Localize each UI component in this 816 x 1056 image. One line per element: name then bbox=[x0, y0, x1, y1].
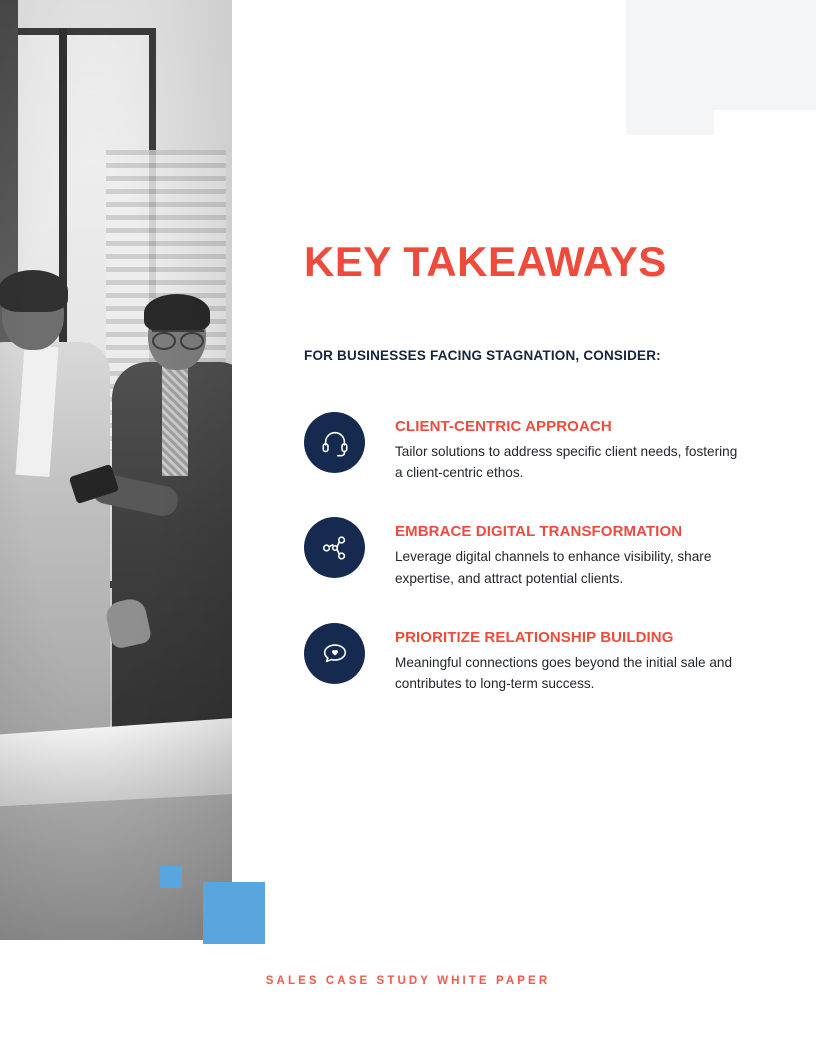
decorative-blue-square-large bbox=[203, 882, 265, 944]
list-item-title: CLIENT-CENTRIC APPROACH bbox=[395, 418, 612, 435]
list-item-description: Tailor solutions to address specific client needs, fostering a client-centric ethos. bbox=[395, 444, 738, 481]
headset-icon bbox=[304, 412, 365, 473]
chat-heart-icon bbox=[304, 623, 365, 684]
hero-photo bbox=[0, 0, 232, 940]
takeaways-list bbox=[304, 412, 752, 728]
list-item-title: PRIORITIZE RELATIONSHIP BUILDING bbox=[395, 628, 674, 646]
decorative-blue-square-small bbox=[160, 866, 182, 888]
network-share-icon bbox=[304, 517, 365, 578]
list-item-description: Leverage digital channels to enhance visibility, share expertise, and attract potential clients. bbox=[395, 549, 712, 586]
photo-vignette bbox=[0, 0, 232, 940]
list-item-title: EMBRACE DIGITAL TRANSFORMATION bbox=[395, 523, 683, 541]
page-title: KEY TAKEAWAYS bbox=[304, 238, 667, 286]
page-subtitle: FOR BUSINESSES FACING STAGNATION, CONSIDER: bbox=[304, 348, 661, 363]
list-item-description: Meaningful connections goes beyond the initial sale and contributes to long-term success. bbox=[395, 654, 733, 692]
page-footer: SALES CASE STUDY WHITE PAPER bbox=[265, 975, 551, 987]
list-item bbox=[304, 412, 752, 483]
list-item bbox=[304, 623, 752, 694]
list-item-text bbox=[395, 623, 740, 694]
list-item bbox=[304, 517, 752, 588]
list-item-text bbox=[395, 517, 740, 588]
content-column bbox=[304, 0, 764, 1056]
photo-image bbox=[0, 0, 232, 940]
list-item-text bbox=[395, 412, 740, 483]
